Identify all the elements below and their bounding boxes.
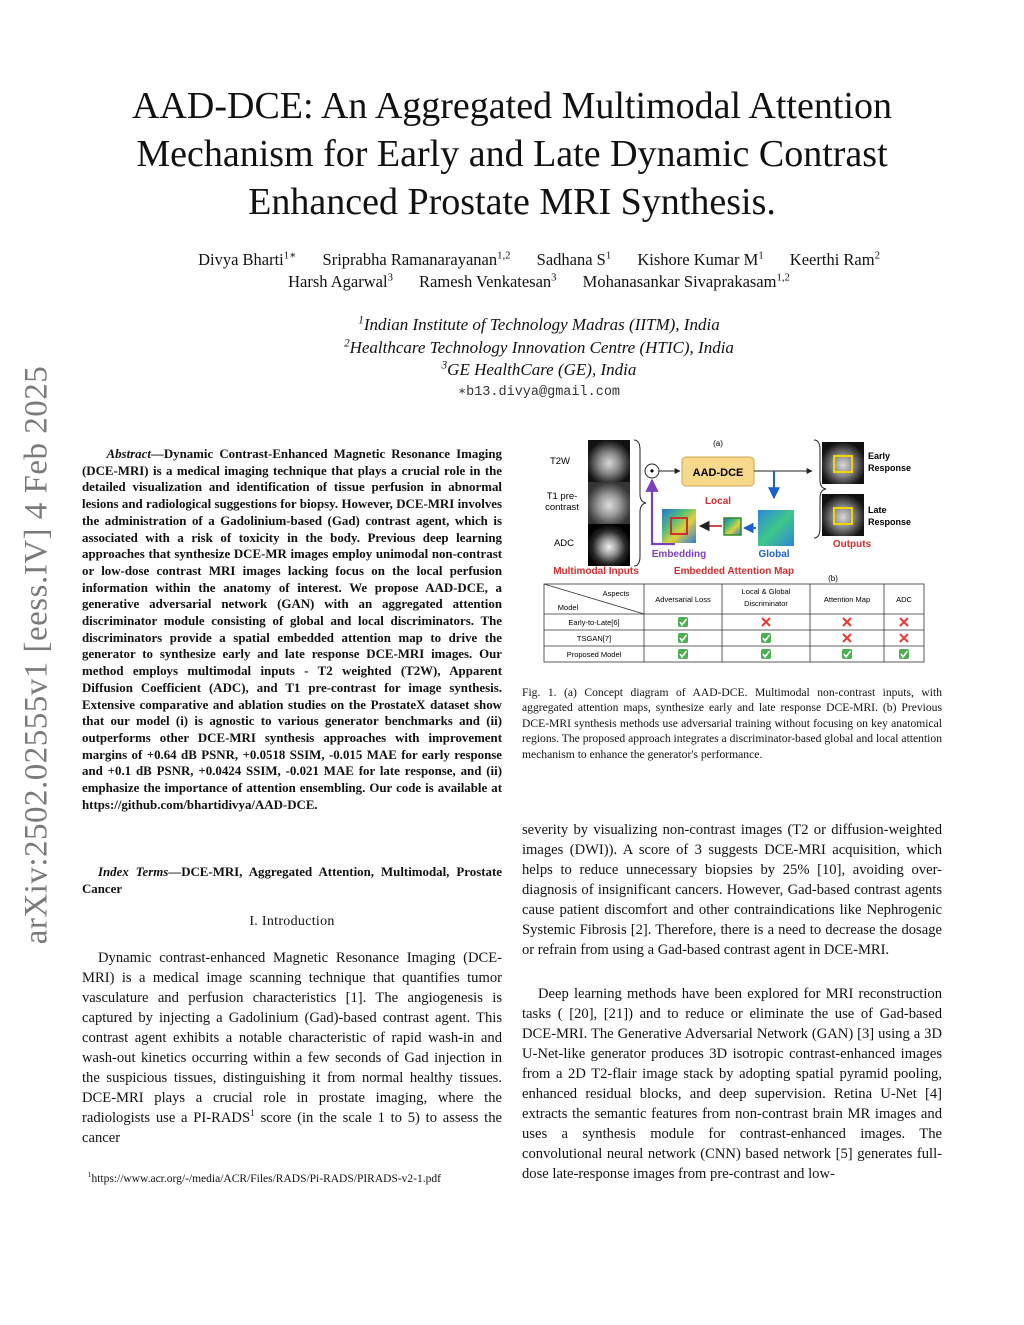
right-paragraph-2: Deep learning methods have been explored for MRI reconstruction tasks ( [20], [21]) and to reduce or eliminate the use of Gad-based DCE-MRI. The Generative Adversarial Network (GAN) [3] using a 3D U-Net-like generator produces 3D isotropic contrast-enhanced images from a 2D T2-flair image stack by adopting spatial pyramid pooling, enhanced residual blocks, and deep supervision. Retina U-Net [4] extracts the semantic features from non-contrast brain MR images and uses a synthesis module for contrast-enhanced images. The convolutional neural network (CNN) based network [5] generates full-dose late-response images from pre-contrast and low-: [522, 986, 942, 1182]
t2w-image: [588, 440, 630, 482]
early-response-label: Early Response: [868, 451, 912, 473]
table-col-adc: ADC: [896, 595, 912, 604]
embedded-attention-map-label: Embedded Attention Map: [673, 566, 795, 577]
check-icon: [842, 649, 852, 659]
author: Sriprabha Ramanarayanan$^{1,2}$: [322, 249, 511, 269]
index-terms-text: —DCE-MRI, Aggregated Attention, Multimodal, Prostate Cancer: [82, 865, 502, 896]
index-terms: [82, 864, 502, 897]
affiliation-2: $^2$Healthcare Technology Innovation Centre (HTIC), India: [344, 337, 734, 357]
check-icon: [761, 633, 771, 643]
input-brace: [634, 440, 646, 566]
check-icon: [899, 649, 909, 659]
affiliation-1: $^1$Indian Institute of Technology Madras (IITM), India: [358, 314, 720, 334]
panel-b-label: (b): [828, 574, 838, 583]
cross-icon: [900, 634, 908, 642]
table-row-model: Proposed Model: [566, 650, 622, 659]
input-label-t1pre-line: T1 pre-: [546, 491, 578, 502]
check-icon: [678, 633, 688, 643]
author: Divya Bharti$^{1∗}$: [198, 249, 297, 269]
cross-icon: [762, 618, 770, 626]
table-col-local-global: Local & Global Discriminator: [741, 587, 791, 608]
authors-line-1: [80, 249, 998, 271]
table-header-model: Model: [557, 603, 579, 612]
late-response-image: [822, 494, 864, 536]
table-row-model: TSGAN[7]: [576, 634, 612, 643]
index-terms-label: Index Terms: [98, 865, 169, 879]
figure-caption: Fig. 1. (a) Concept diagram of AAD-DCE. Multimodal non-contrast inputs, with aggregated attention maps, synthesize early and late response DCE-MRI. (b) Previous DCE-MRI synthesis methods use adversarial training without focusing on key anatomical regions. The proposed approach integrates a discriminator-based global and local attention mechanism to enhance the generator's performance.: [522, 686, 942, 761]
corresponding-email[interactable]: ∗b13.divya@gmail.com: [457, 385, 621, 400]
table-col-attention-map: Attention Map: [823, 595, 871, 604]
panel-a-label: (a): [713, 439, 723, 448]
adc-image: [588, 524, 630, 566]
author: Ramesh Venkatesan$^3$: [419, 271, 557, 291]
author: Harsh Agarwal$^3$: [288, 271, 393, 291]
input-label-adc: ADC: [553, 538, 575, 549]
arxiv-stamp: [2, 365, 72, 945]
table-col-adversarial-loss: Adversarial Loss: [655, 595, 711, 604]
aad-dce-label: AAD-DCE: [692, 467, 744, 479]
abstract-text: —Dynamic Contrast-Enhanced Magnetic Resonance Imaging (DCE-MRI) is a medical imaging technique that plays a crucial role in the detailed visualization and identification of tissue perfusion in abnormal lesions and radiological suggestions for biopsy. However, DCE-MRI involves the administration of a Gadolinium-based (Gad) contrast agent, which is associated with a risk of toxicity in the body. Previous deep learning approaches that synthesize DCE-MR images employ unimodal non-contrast or low-dose contrast MRI images lacking focus on the local perfusion information within the anatomy of interest. We propose AAD-DCE, a generative adversarial network (GAN) with an aggregated attention discriminator module consisting of global and local discriminators. The discriminators provide a spatial embedded attention map to drive the generator to synthesize early and late response DCE-MRI images. Our method employs multimodal inputs - T2 weighted (T2W), Apparent Diffusion Coefficient (ADC), and T1 pre-contrast for image synthesis. Extensive comparative and ablation studies on the ProstateX dataset show that our model (i) is agnostic to various generator benchmarks and (ii) outperforms other DCE-MRI synthesis approaches with improvement margins of +0.64 dB PSNR, +0.0518 SSIM, -0.015 MAE for early response and +0.1 dB PSNR, +0.0424 SSIM, -0.021 MAE for late response, and (ii) emphasize the importance of attention ensembling. Our code is available at https://github.com/bhartidivya/AAD-DCE.: [82, 447, 502, 812]
author: Mohanasankar Sivaprakasam$^{1,2}$: [582, 271, 790, 291]
author: Keerthi Ram$^2$: [789, 249, 880, 269]
paper-title: AAD-DCE: An Aggregated Multimodal Attention Mechanism for Early and Late Dynamic Contrast Enhanced Prostate MRI Synthesis.: [132, 85, 892, 223]
early-response-image: [822, 442, 864, 484]
arxiv-id: arXiv:2502.02555v1 [eess.IV] 4 Feb 2025: [18, 365, 55, 945]
footnote: $^1$https://www.acr.org/-/media/ACR/Files/RADS/Pi-RADS/PIRADS-v2-1.pdf: [87, 1170, 441, 1185]
affiliation-3: $^3$GE HealthCare (GE), India: [441, 359, 637, 379]
embedding-label: Embedding: [651, 549, 707, 560]
table-row-model: Early-to-Late[6]: [568, 618, 620, 627]
author: Kishore Kumar $M^1$: [637, 249, 764, 269]
table-marks: [678, 617, 909, 659]
check-icon: [678, 617, 688, 627]
authors-line-2: [80, 271, 998, 293]
intro-paragraph-1: Dynamic contrast-enhanced Magnetic Resonance Imaging (DCE-MRI) is a medical image scanning technique that quantifies tumor vasculature and perfusion characteristics [1]. The angiogenesis is captured by injecting a Gadolinium (Gad)-based contrast agent. This contrast agent exhibits a notable characteristic of rapid wash-in and wash-out kinetics occurring within a few seconds of Gad injection in the suspicious tissues, distinguishing it from normal healthy tissues. DCE-MRI plays a crucial role in prostate imaging, where the radiologists use a PI-RADS$^1$ score (in the scale 1 to 5) to assess the cancer: [82, 950, 502, 1146]
author: Sadhana $S^1$: [536, 249, 612, 269]
outputs-label: Outputs: [832, 539, 872, 550]
input-label-t1pre: T1 pre-contrast: [545, 491, 579, 513]
table-header-aspects: Aspects: [602, 589, 630, 598]
fusion-symbol: •: [649, 464, 655, 478]
local-label: Local: [704, 496, 732, 507]
right-paragraph-1: severity by visualizing non-contrast images (T2 or diffusion-weighted images (DWI)). A score of 3 suggests DCE-MRI acquisition, which helps to reduce unnecessary biopsies by 25% [10], avoiding over-diagnosis of insignificant cancers. However, Gad-based contrast agents cause patient discomfort and other contraindications like Nephrogenic Systemic Fibrosis [2]. Therefore, there is a need to decrease the dosage or refrain from using a Gad-based contrast agent in DCE-MRI.: [522, 822, 942, 958]
local-attention-patch: [724, 518, 741, 535]
abstract-label: Abstract: [106, 447, 151, 461]
cross-icon: [843, 618, 851, 626]
global-label: Global: [758, 549, 790, 560]
cross-icon: [843, 634, 851, 642]
figure-1: [522, 436, 952, 671]
check-icon: [678, 649, 688, 659]
section-heading: I. Introduction: [249, 914, 335, 929]
cross-icon: [900, 618, 908, 626]
t1pre-image: [588, 482, 630, 524]
input-label-t2w: T2W: [549, 456, 571, 467]
abstract: [82, 446, 502, 813]
global-attention-map: [758, 510, 794, 546]
embedding-map: [662, 509, 696, 543]
check-icon: [761, 649, 771, 659]
late-response-label: Late Response: [868, 505, 912, 527]
multimodal-inputs-label: Multimodal Inputs: [553, 566, 639, 577]
